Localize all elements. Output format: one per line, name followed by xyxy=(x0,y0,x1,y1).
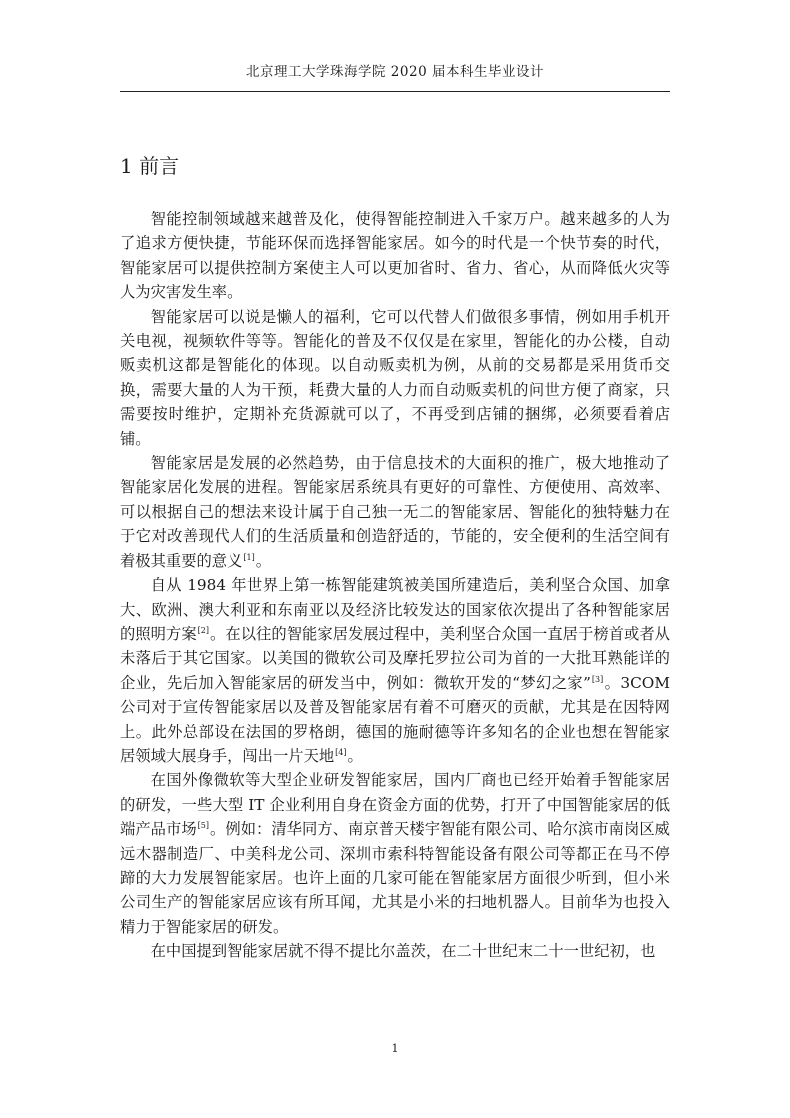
paragraph-2: 智能家居可以说是懒人的福利，它可以代替人们做很多事情，例如用手机开关电视，视频软件等等。智能化的普及不仅仅是在家里，智能化的办公楼，自动贩卖机这都是智能化的体现。以自动贩卖机为例，从前的交易都是采用货币交换，需要大量的人为干预，耗费大量的人力而自动贩卖机的问世方便了商家，只需要按时维护，定期补充货源就可以了，不再受到店铺的捆绑，必须要看着店铺。 xyxy=(120,307,670,448)
citation-mark: [3] xyxy=(591,674,604,684)
paragraph-3: 智能家居是发展的必然趋势，由于信息技术的大面积的推广，极大地推动了智能家居化发展的进程。智能家居系统具有更好的可靠性、方便使用、高效率、可以根据自己的想法来设计属于自己独一无二的智能家居、智能化的独特魅力在于它对改善现代人们的生活质量和创造舒适的，节能的，安全便利的生活空间有着极其重要的意义[1]。 xyxy=(120,454,670,570)
section-number: 1 xyxy=(120,154,133,178)
header-rule xyxy=(120,91,670,92)
paragraph-6: 在中国提到智能家居就不得不提比尔盖茨，在二十世纪末二十一世纪初，也 xyxy=(150,942,656,961)
page-number: 1 xyxy=(391,1042,399,1055)
section-title-text: 前言 xyxy=(139,154,180,178)
paragraph-1: 智能控制领域越来越普及化，使得智能控制进入千家万户。越来越多的人为了追求方便快捷，节能环保而选择智能家居。如今的时代是一个快节奏的时代，智能家居可以提供控制方案使主人可以更加省时、省力、省心，从而降低火灾等人为灾害发生率。 xyxy=(120,210,670,302)
citation-mark: [1] xyxy=(243,552,255,562)
citation-mark: [4] xyxy=(335,747,347,757)
citation-mark: [2] xyxy=(197,625,210,635)
body-text xyxy=(120,207,670,964)
page-header: 北京理工大学珠海学院 2020 届本科生毕业设计 xyxy=(246,64,544,80)
paragraph-4: 自从 1984 年世界上第一栋智能建筑被美国所建造后，美利坚合众国、加拿大、欧洲、澳大利亚和东南亚以及经济比较发达的国家依次提出了各种智能家居的照明方案[2]。在以往的智能家居发展过程中，美利坚合众国一直居于榜首或者从未落后于其它国家。以美国的微软公司及摩托罗拉公司为首的一大批耳熟能详的企业，先后加入智能家居的研发当中，例如：微软开发的“梦幻之家”[3]。3COM 公司对于宣传智能家居以及普及智能家居有着不可磨灭的贡献，尤其是在因特网上。此外总部设在法国的罗格朗，德国的施耐德等许多知名的企业也想在智能家居领域大展身手，闯出一片天地[4]。 xyxy=(120,576,670,765)
paragraph-5: 在国外像微软等大型企业研发智能家居，国内厂商也已经开始着手智能家居的研发，一些大型 IT 企业利用自身在资金方面的优势，打开了中国智能家居的低端产品市场[5]。例如：清华同方、南京普天楼宇智能有限公司、哈尔滨市南岗区威远木器制造厂、中美科龙公司、深圳市索科特智能设备有限公司等都正在马不停蹄的大力发展智能家居。也许上面的几家可能在智能家居方面很少听到，但小米公司生产的智能家居应该有所耳闻，尤其是小米的扫地机器人。目前华为也投入精力于智能家居的研发。 xyxy=(120,771,670,936)
citation-mark: [5] xyxy=(197,821,210,831)
section-title xyxy=(120,150,179,179)
